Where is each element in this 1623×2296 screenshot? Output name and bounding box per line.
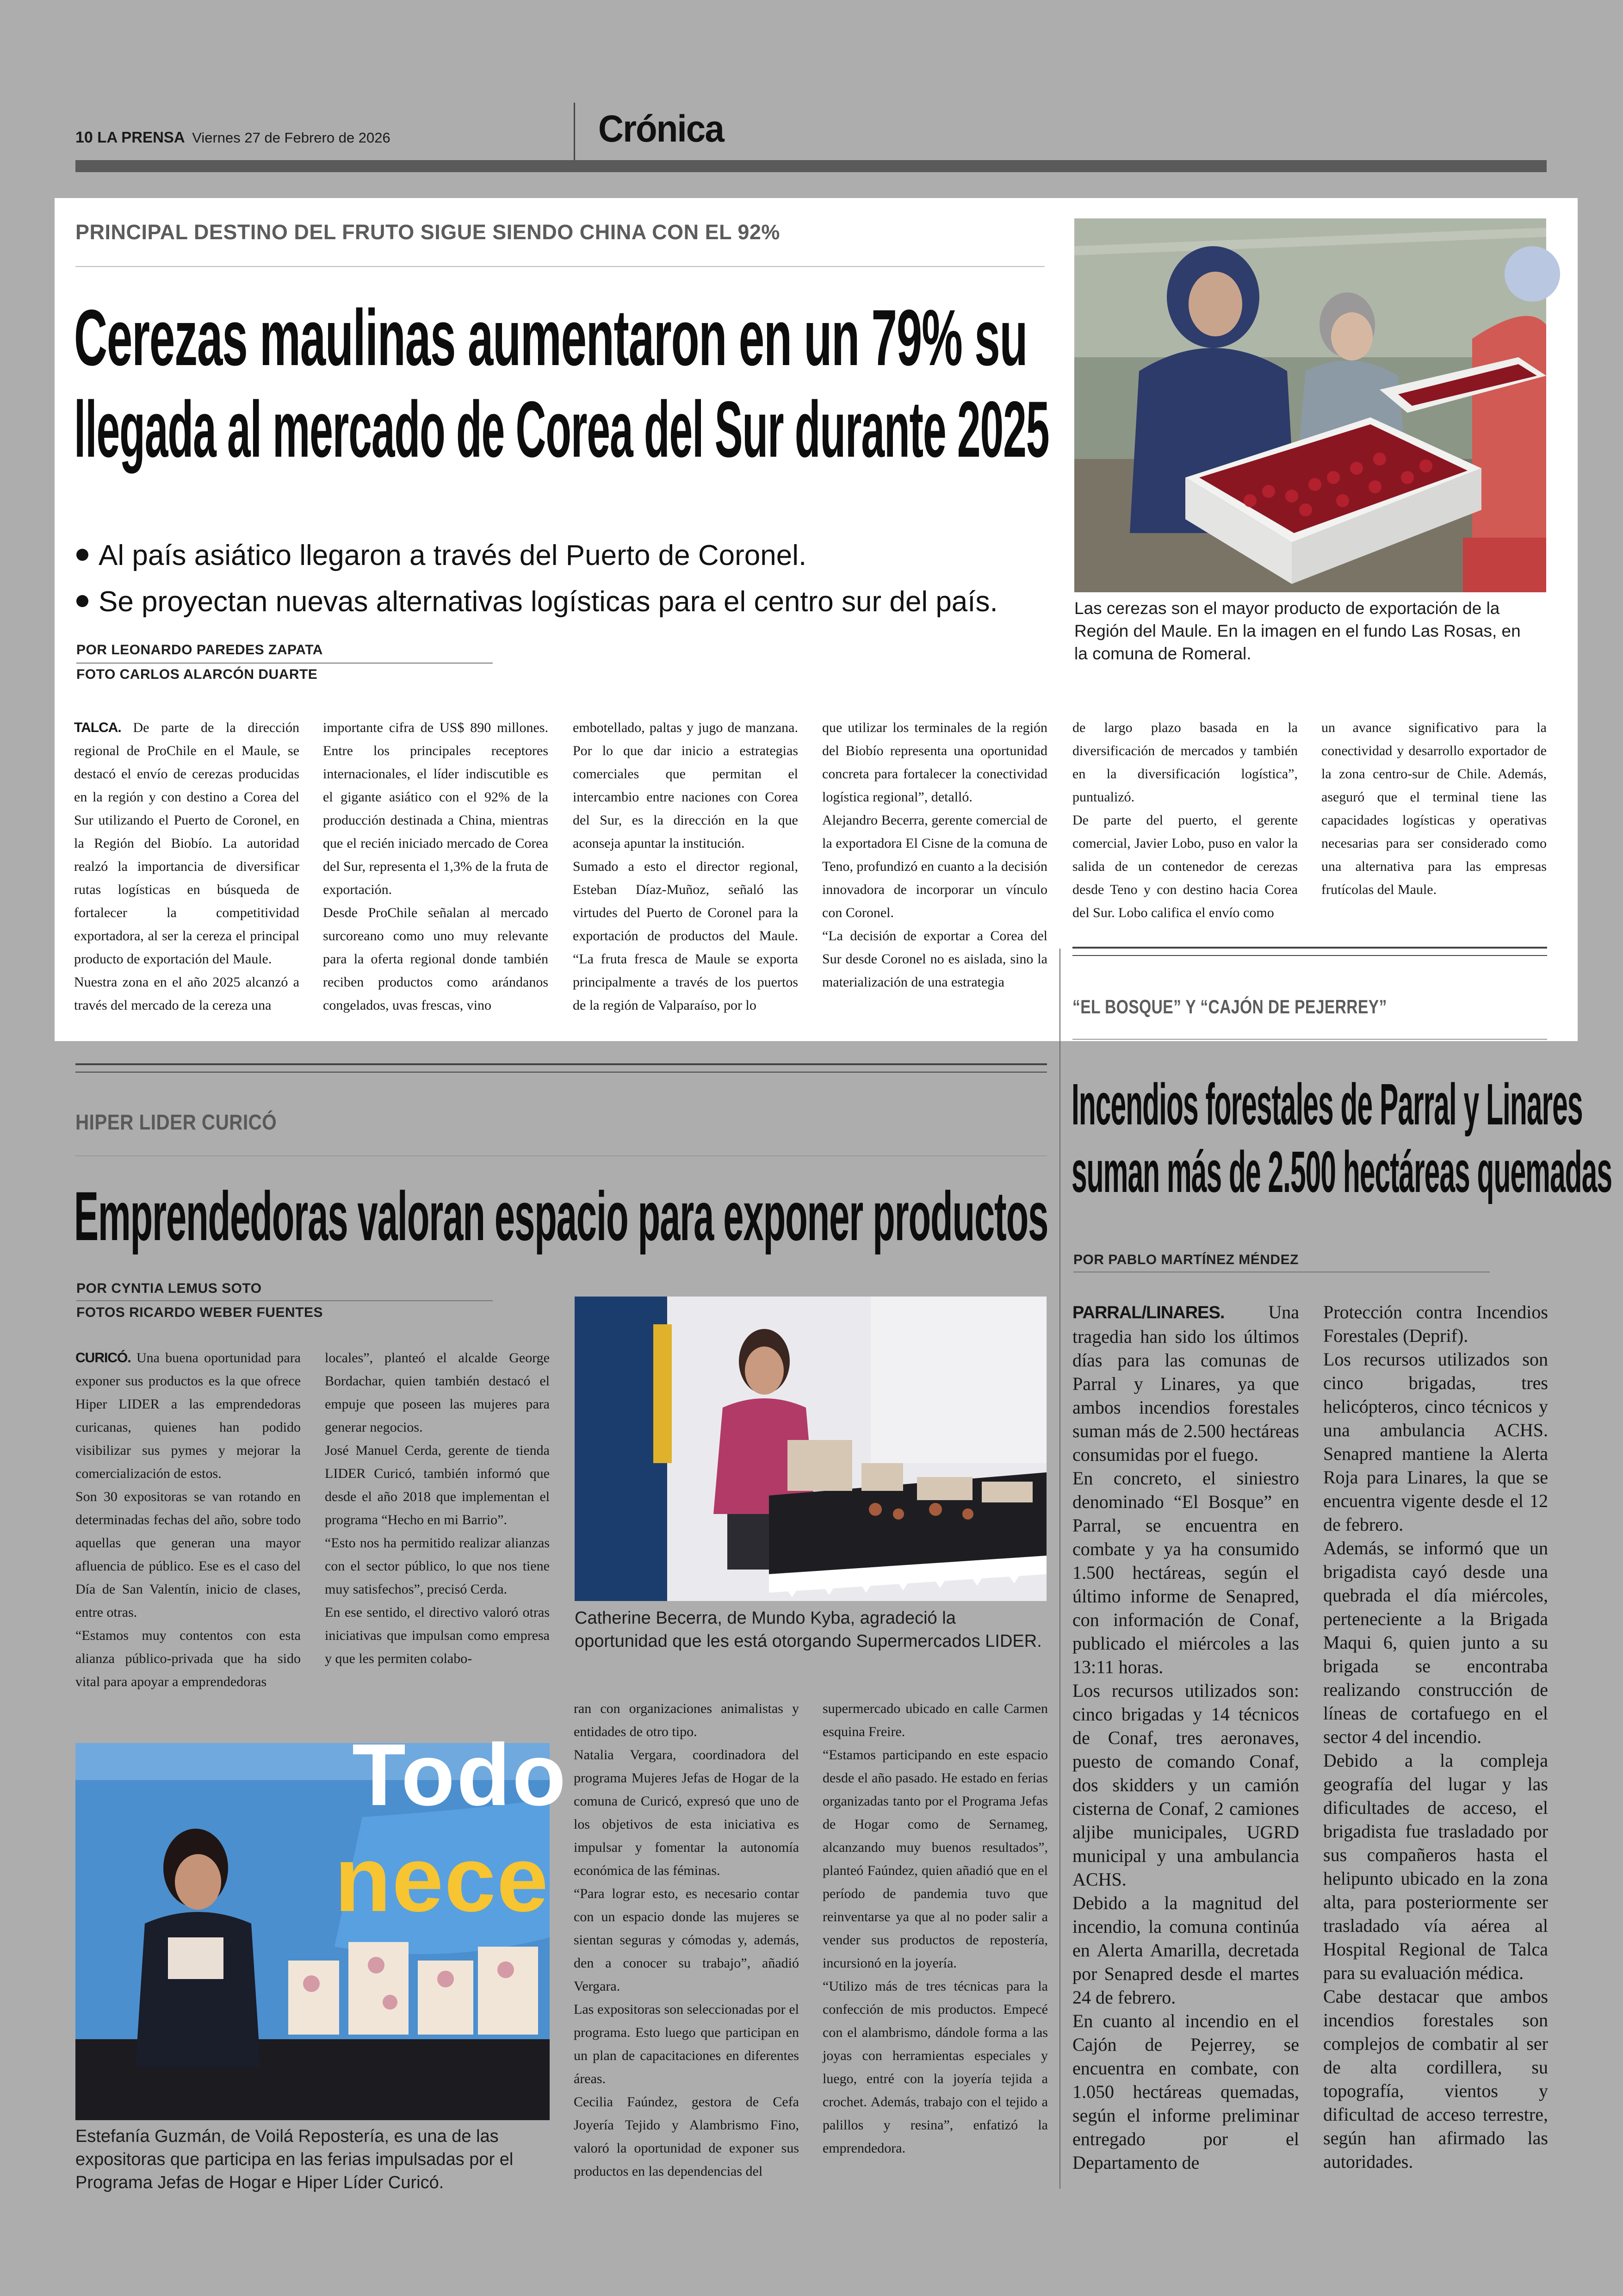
entrepreneurs-top-rule-1 xyxy=(75,1063,1047,1065)
cherries-col-1 xyxy=(74,716,299,1024)
entrepreneurs-photo-top-illustration xyxy=(575,1297,1047,1601)
entrepreneurs-photo-bottom xyxy=(75,1726,568,2120)
entrepreneurs-col-1-text: Una buena oportunidad para exponer sus productos es la que ofrece Hiper LIDER a las emprendedoras curicanas, quienes han podido visibilizar sus pymes y mejorar la comercialización de estos. xyxy=(75,1350,301,1481)
entrepreneurs-kicker-rule xyxy=(75,1155,1047,1156)
cherries-byline-rule xyxy=(76,663,493,664)
fires-col-2b: Los recursos utilizados son cinco brigadas, tres helicópteros, cinco técnicos y una ambulancia ACHS. Senapred mantiene la Alerta Roja para Linares, la que se encuentra vigente desde el 12 de febrero. xyxy=(1323,1349,1548,1535)
entrepreneurs-col-1 xyxy=(75,1347,301,1703)
cherries-col-4c: “La decisión de exportar a Corea del Sur desde Coronel no es aislada, sino la materialización de una estrategia xyxy=(822,928,1047,990)
header-divider xyxy=(574,103,575,162)
fires-col-2c: Además, se informó que un brigadista cayó desde una quebrada el día miércoles, perteneciente a la Brigada Maqui 6, quien junto a su brigada se encontraba realizando construcción de líneas de cortafuego en el sector 4 del incendio. xyxy=(1323,1538,1548,1747)
entrepreneurs-caption-top: Catherine Becerra, de Mundo Kyba, agradeció la oportunidad que les está otorgando Supermercados LIDER. xyxy=(575,1608,1042,1651)
cherries-col-5-text: de largo plazo basada en la diversificación de mercados y también en la diversificación logística”, puntualizó. xyxy=(1072,720,1298,805)
cherries-col-5 xyxy=(1072,716,1298,920)
cherries-col-2b: Desde ProChile señalan al mercado surcoreano como uno muy relevante para la oferta regional donde también reciben productos como arándanos congelados, uvas frescas, vino xyxy=(323,905,548,1013)
entrepreneurs-col-2d: En ese sentido, el directivo valoró otras iniciativas que impulsan como empresa y que les permiten colabo- xyxy=(325,1605,550,1666)
cherries-kicker: PRINCIPAL DESTINO DEL FRUTO SIGUE SIENDO CHINA CON EL 92% xyxy=(75,220,780,244)
cherries-dateline: TALCA. xyxy=(74,720,121,735)
entrepreneurs-byline-photo: FOTOS RICARDO WEBER FUENTES xyxy=(76,1305,323,1320)
cherries-col-6 xyxy=(1321,716,1547,911)
header-rule xyxy=(75,160,1547,172)
entrepreneurs-byline-author: POR CYNTIA LEMUS SOTO xyxy=(76,1281,262,1296)
cherries-kicker-rule xyxy=(75,266,1045,267)
entrepreneurs-col-3c: “Para lograr esto, es necesario contar con un espacio donde las mujeres se sientan seguras y cómodas y, además, den a conocer su trabajo”, añadió Vergara. xyxy=(574,1886,799,1994)
cherries-headline-line2: llegada al mercado de Corea del Sur durante 2025 xyxy=(74,385,1049,474)
cherries-col-4b: Alejandro Becerra, gerente comercial de la exportadora El Cisne de la comuna de Teno, profundizó en cuanto a la decisión innovadora de incorporar un vínculo con Coronel. xyxy=(822,813,1047,920)
fires-col-1d: Debido a la magnitud del incendio, la comuna continúa en Alerta Amarilla, decretada por Senapred desde el martes 24 de febrero. xyxy=(1072,1893,1299,2008)
entrepreneurs-col-3b: Natalia Vergara, coordinadora del programa Mujeres Jefas de Hogar de la comuna de Curicó, expresó que uno de los objetivos de esta iniciativa es impulsar y fomentar la autonomía económica de las féminas. xyxy=(574,1747,799,1878)
cherries-byline-author: POR LEONARDO PAREDES ZAPATA xyxy=(76,642,323,658)
fires-col-2 xyxy=(1323,1300,1548,2200)
entrepreneurs-col-3d: Las expositoras son seleccionadas por el programa. Esto luego que participan en un plan de capacitaciones en diferentes áreas. xyxy=(574,2002,799,2086)
entrepreneurs-col-3e: Cecilia Faúndez, gestora de Cefa Joyería Tejido y Alambrismo Fino, valoró la oportunidad de exponer sus productos en las dependencias del xyxy=(574,2094,799,2179)
cherries-bullet-1 xyxy=(76,539,806,572)
cherries-col-2 xyxy=(323,716,548,1024)
fires-col-1c: Los recursos utilizados son: cinco brigadas y 14 técnicos de Conaf, tres aeronaves, puesto de comando Conaf, dos skidders y un camión cisterna de Conaf, 2 camiones aljibe municipales, UGRD municipal y una ambulancia ACHS. xyxy=(1072,1680,1299,1890)
entrepreneurs-col-3 xyxy=(574,1697,799,2197)
cherries-col-1-text: De parte de la dirección regional de ProChile en el Maule, se destacó el envío de cerezas producidas en la región y con destino a Corea del Sur utilizando el Puerto de Coronel, en la Región del Biobío. La autoridad realzó la importancia de diversificar rutas logísticas en búsqueda de fortalecer la competitividad exportadora, al ser la cereza el principal producto de exportación del Maule. xyxy=(74,720,299,967)
fires-col-1e: En cuanto al incendio en el Cajón de Pejerrey, se encuentra en combate, con 1.050 hectáreas quemadas, según el informe preliminar entregado por el Departamento de xyxy=(1072,2011,1299,2173)
section-title: Crónica xyxy=(598,108,724,150)
cherries-byline-photo: FOTO CARLOS ALARCÓN DUARTE xyxy=(76,667,318,682)
entrepreneurs-top-rule-2 xyxy=(75,1072,1047,1073)
fires-dateline: PARRAL/LINARES. xyxy=(1072,1303,1225,1322)
entrepreneurs-dateline: CURICÓ. xyxy=(75,1350,131,1365)
cherries-photo xyxy=(1074,218,1546,592)
fires-top-rule-1 xyxy=(1072,947,1547,949)
cherries-col-4-text: que utilizar los terminales de la región del Biobío representa una oportunidad concreta para fortalecer la conectividad logística regional”, detalló. xyxy=(822,720,1047,805)
fires-headline-line2: suman más de 2.500 hectáreas quemadas xyxy=(1072,1139,1612,1204)
entrepreneurs-kicker: HIPER LIDER CURICÓ xyxy=(75,1110,277,1134)
page-number: 10 xyxy=(75,129,93,146)
cherries-col-3 xyxy=(573,716,798,1024)
issue-date: Viernes 27 de Febrero de 2026 xyxy=(192,130,390,146)
entrepreneurs-photo-top xyxy=(575,1297,1047,1601)
fires-col-1 xyxy=(1072,1300,1299,2200)
photo-sign-bottom: nece xyxy=(335,1828,549,1931)
photo-sign-top: Todo xyxy=(352,1726,568,1824)
entrepreneurs-headline: Emprendedoras valoran espacio para exponer productos xyxy=(74,1177,1048,1255)
cherries-photo-illustration xyxy=(1074,218,1546,592)
cherries-bullet-2 xyxy=(76,585,998,618)
cherries-bullet-2-text: Se proyectan nuevas alternativas logísticas para el centro sur del país. xyxy=(99,586,998,618)
entrepreneurs-col-3-text: ran con organizaciones animalistas y entidades de otro tipo. xyxy=(574,1701,799,1739)
bullet-icon xyxy=(76,595,88,607)
entrepreneurs-col-1b: Son 30 expositoras se van rotando en determinadas fechas del año, sobre todo aquellas que generan una mayor afluencia de público. Ese es el caso del Día de San Valentín, inicio de clases, entre otras. xyxy=(75,1489,301,1620)
cherries-col-3-text: embotellado, paltas y jugo de manzana. Por lo que dar inicio a estrategias comerciales que permitan el intercambio entre naciones con Corea del Sur, es la dirección en la que aconseja apuntar la institución. xyxy=(573,720,798,851)
cherries-col-5b: De parte del puerto, el gerente comercial, Javier Lobo, puso en valor la salida de un contenedor de cerezas desde Teno y con destino hacia Corea del Sur. Lobo califica el envío como xyxy=(1072,813,1298,920)
fires-kicker-rule xyxy=(1072,1039,1547,1040)
fires-col-1-text: Una tragedia han sido los últimos días para las comunas de Parral y Linares, ya que ambos incendios forestales suman más de 2.500 hectáreas consumidas por el fuego. xyxy=(1072,1302,1299,1465)
bullet-icon xyxy=(76,549,88,561)
entrepreneurs-col-4b: “Estamos participando en este espacio desde el año pasado. He estado en ferias organizadas tanto por el Programa Jefas de Hogar como de Sernameg, alcanzando muy buenos resultados”, planteó Faúndez, quien añadió que en el período de pandemia tuvo que reinventarse ya que al no poder salir a vender sus productos de repostería, incursionó en la joyería. xyxy=(823,1747,1048,1971)
fires-col-2d: Debido a la compleja geografía del lugar y las dificultades de acceso, el brigadista fue trasladado por sus compañeros hasta el helipunto ubicado en la zona alta, para posteriormente ser trasladado vía aérea al Hospital Regional de Talca para su evaluación médica. xyxy=(1323,1750,1548,1983)
cherries-col-3b: Sumado a esto el director regional, Esteban Díaz-Muñoz, señaló las virtudes del Puerto de Coronel para la exportación de productos del Maule. “La fruta fresca de Maule se exporta principalmente a través de los puertos de la región de Valparaíso, por lo xyxy=(573,859,798,1013)
page-header xyxy=(75,129,561,152)
entrepreneurs-caption-bottom: Estefanía Guzmán, de Voilá Repostería, es una de las expositoras que participa en las ferias impulsadas por el Programa Jefas de Hogar e Hiper Líder Curicó. xyxy=(75,2127,514,2192)
entrepreneurs-col-2b: José Manuel Cerda, gerente de tienda LIDER Curicó, también informó que desde el año 2018 que implementan el programa “Hecho en mi Barrio”. xyxy=(325,1443,550,1527)
cherries-headline-line1: Cerezas maulinas aumentaron en un 79% su xyxy=(74,293,1028,382)
fires-headline-line1: Incendios forestales de Parral y Linares xyxy=(1072,1072,1583,1137)
fires-top-rule-2 xyxy=(1072,955,1547,956)
entrepreneurs-col-4-text: supermercado ubicado en calle Carmen esquina Freire. xyxy=(823,1701,1048,1739)
fires-col-2e: Cabe destacar que ambos incendios forestales son complejos de combatir al ser de alta cordillera, su topografía, vientos y dificultad de acceso terrestre, según han afirmado las autoridades. xyxy=(1323,1986,1548,2172)
entrepreneurs-col-4 xyxy=(823,1697,1048,2197)
paper-name: LA PRENSA xyxy=(97,129,185,146)
fires-kicker: “EL BOSQUE” Y “CAJÓN DE PEJERREY” xyxy=(1072,996,1387,1018)
cherries-bullet-1-text: Al país asiático llegaron a través del Puerto de Coronel. xyxy=(99,540,807,571)
entrepreneurs-col-1c: “Estamos muy contentos con esta alianza público-privada que ha sido vital para apoyar a emprendedoras xyxy=(75,1628,301,1689)
entrepreneurs-col-2-text: locales”, planteó el alcalde George Bordachar, quien también destacó el empuje que poseen las mujeres para generar negocios. xyxy=(325,1350,550,1435)
entrepreneurs-col-2 xyxy=(325,1347,550,1703)
entrepreneurs-col-2c: “Esto nos ha permitido realizar alianzas con el sector público, lo que nos tiene muy satisfechos”, precisó Cerda. xyxy=(325,1535,550,1597)
fires-column-divider xyxy=(1059,949,1060,2189)
entrepreneurs-byline-rule xyxy=(76,1300,493,1301)
cherries-col-1b: Nuestra zona en el año 2025 alcanzó a través del mercado de la cereza una xyxy=(74,974,299,1013)
cherries-col-4 xyxy=(822,716,1047,1024)
cherries-photo-caption: Las cerezas son el mayor producto de exportación de la Región del Maule. En la imagen en el fundo Las Rosas, en la comuna de Romeral. xyxy=(1074,599,1521,663)
fires-col-2-text: Protección contra Incendios Forestales (Deprif). xyxy=(1323,1302,1548,1346)
fires-byline: POR PABLO MARTÍNEZ MÉNDEZ xyxy=(1073,1252,1299,1267)
entrepreneurs-col-4c: “Utilizo más de tres técnicas para la confección de mis productos. Empecé con el alambrismo, dándole forma a las joyas con herramientas especiales y luego, entré con la joyería tejida a crochet. Además, trabajo con el tejido a palillos y resina”, enfatizó la emprendedora. xyxy=(823,1979,1048,2156)
fires-col-1b: En concreto, el siniestro denominado “El Bosque” en Parral, se encuentra en combate y ya ha consumido 1.500 hectáreas, según el último informe de Senapred, con información de Conaf, publicado el miércoles a las 13:11 horas. xyxy=(1072,1468,1299,1677)
cherries-col-2-text: importante cifra de US$ 890 millones. Entre los principales receptores internacionales, el líder indiscutible es el gigante asiático con el 92% de la producción destinada a China, mientras que el recién iniciado mercado de Corea del Sur, representa el 1,3% de la fruta de exportación. xyxy=(323,720,548,897)
cherries-col-6-text: un avance significativo para la conectividad y desarrollo exportador de la zona centro-sur de Chile. Además, aseguró que el terminal tiene las capacidades logísticas y operativas necesarias para ser considerado como una alternativa para las empresas frutícolas del Maule. xyxy=(1321,720,1547,897)
